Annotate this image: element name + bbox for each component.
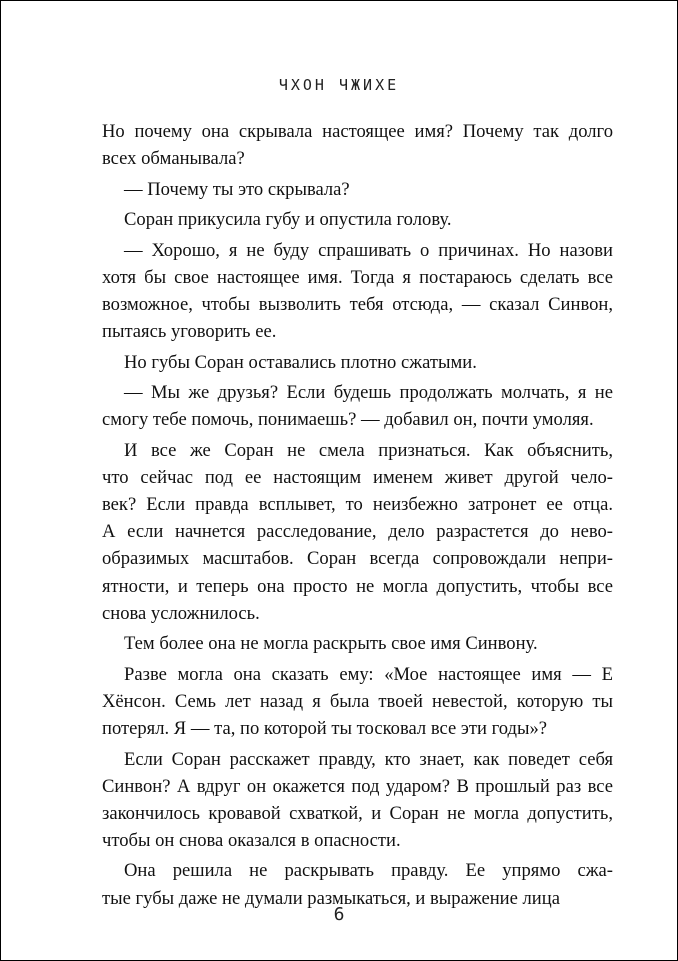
body-text	[102, 118, 613, 912]
text-line: — Почему ты это скрывала?	[124, 178, 350, 200]
paragraph	[102, 237, 613, 345]
text-line: образимых масштабов. Соран всегда сопровождали непри-	[102, 548, 613, 570]
text-line: чтобы он снова оказался в опасности.	[102, 829, 401, 851]
running-head: ЧХОН ЧЖИХЕ	[278, 76, 400, 94]
paragraph	[102, 349, 613, 376]
text-line: Если Соран расскажет правду, кто знает, как поведет себя	[124, 748, 613, 770]
text-line: Тем более она не могла раскрыть свое имя Синвону.	[124, 633, 538, 655]
text-line: Соран прикусила губу и опустила голову.	[124, 209, 452, 231]
paragraph	[102, 437, 613, 627]
text-line: век? Если правда всплывет, то неизбежно затронет ее отца.	[102, 494, 613, 516]
text-line: пытаясь уговорить ее.	[102, 321, 277, 343]
text-line: — Хорошо, я не буду спрашивать о причинах. Но назови	[124, 239, 613, 261]
text-line: хотя бы свое настоящее имя. Тогда я постараюсь сделать все	[102, 266, 613, 288]
text-line: А если начнется расследование, дело разрастется до нево-	[102, 521, 613, 543]
page-number: 6	[333, 904, 345, 925]
text-line: Но губы Соран оставались плотно сжатыми.	[124, 351, 477, 373]
text-line: Разве могла она сказать ему: «Мое настоящее имя — Е	[124, 663, 613, 685]
paragraph	[102, 661, 613, 742]
text-line: тые губы даже не думали размыкаться, и выражение лица	[102, 887, 560, 909]
text-line: И все же Соран не смела признаться. Как объяснить,	[124, 440, 613, 462]
paragraph	[102, 206, 613, 233]
text-line: смогу тебе помочь, понимаешь? — добавил он, почти умоляя.	[102, 409, 594, 431]
text-line: снова усложнилось.	[102, 602, 260, 624]
paragraph	[102, 746, 613, 854]
paragraph	[102, 118, 613, 172]
text-line: всех обманывала?	[102, 148, 245, 170]
paragraph	[102, 630, 613, 657]
text-line: Она решила не раскрывать правду. Ее упрямо сжа-	[124, 860, 613, 882]
text-line: Но почему она скрывала настоящее имя? Почему так долго	[102, 121, 613, 142]
text-line: Хёнсон. Семь лет назад я была твоей невестой, которую ты	[102, 690, 613, 712]
text-line: — Мы же друзья? Если будешь продолжать молчать, я не	[124, 382, 613, 404]
text-line: что сейчас под ее настоящим именем живет другой чело-	[102, 467, 613, 489]
paragraph	[102, 176, 613, 203]
text-line: закончилось кровавой схваткой, и Соран не могла допустить,	[102, 802, 613, 824]
text-line: Синвон? А вдруг он окажется под ударом? В прошлый раз все	[102, 775, 613, 797]
text-line: потерял. Я — та, по которой ты тосковал все эти годы»?	[102, 717, 548, 739]
text-line: ятности, и теперь она просто не могла допустить, чтобы все	[102, 575, 613, 597]
paragraph	[102, 379, 613, 433]
text-line: возможное, чтобы вызволить тебя отсюда, — сказал Синвон,	[102, 294, 613, 316]
